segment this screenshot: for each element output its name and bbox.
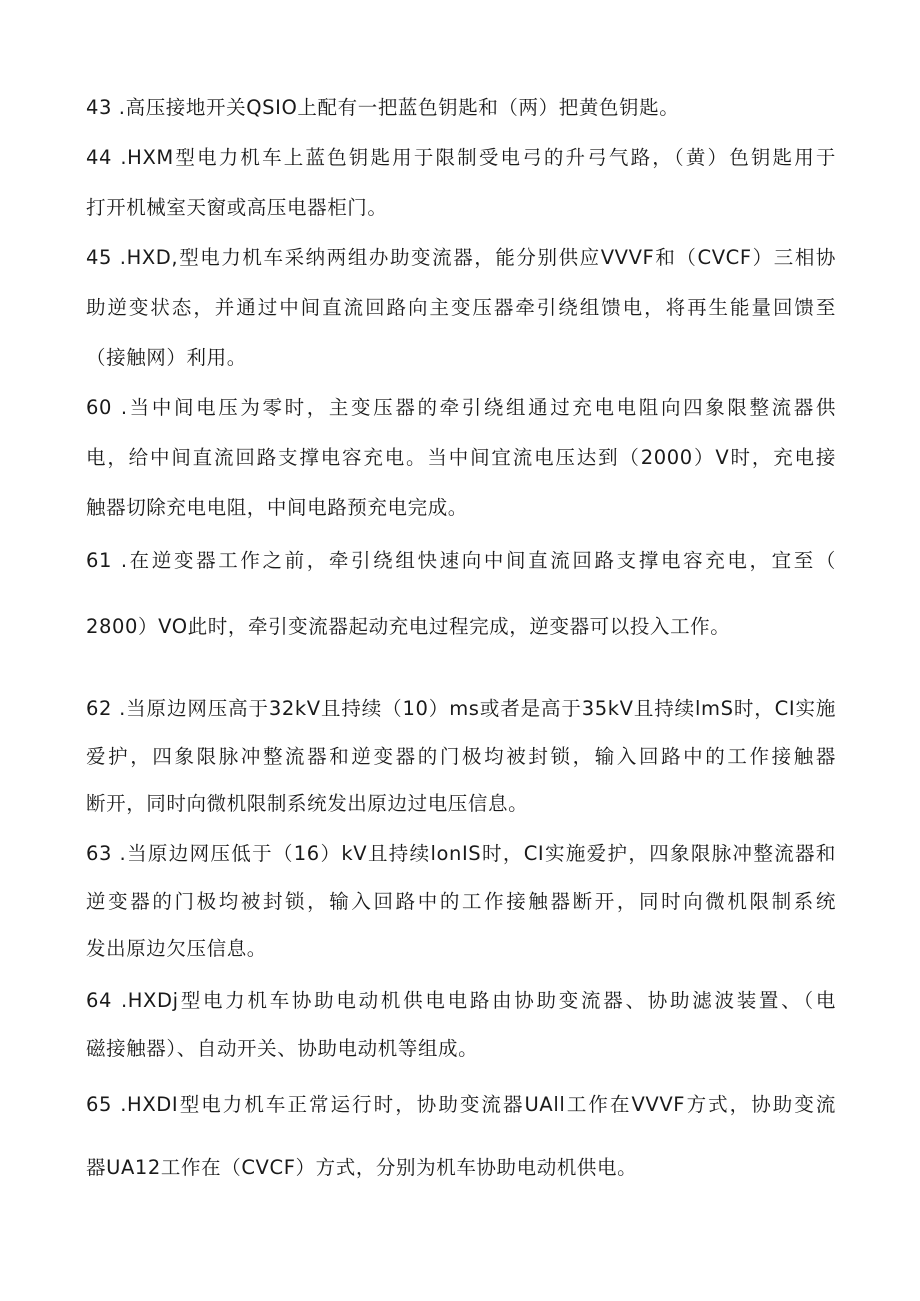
text-line-q60-a: 60 .当中间电压为零时，主变压器的牵引绕组通过充电电阻向四象限整流器供: [86, 396, 836, 419]
text-line-q61-b: 2800）VO此时，牵引变流器起动充电过程完成，逆变器可以投入工作。: [86, 615, 731, 638]
text-line-q63-c: 发出原边欠压信息。: [86, 937, 267, 960]
text-line-q65-b: 器UA12工作在（CVCF）方式，分别为机车协助电动机供电。: [86, 1156, 638, 1179]
text-line-q62-a: 62 .当原边网压高于32kV且持续（10）ms或者是高于35kV且持续lmS时，CI实施: [86, 697, 836, 720]
text-line-q64-b: 磁接触器）、自动开关、协助电动机等组成。: [86, 1037, 479, 1060]
text-line-q44-a: 44 .HXM型电力机车上蓝色钥匙用于限制受电弓的升弓气路，（黄）色钥匙用于: [86, 146, 836, 169]
text-line-q62-b: 爱护，四象限脉冲整流器和逆变器的门极均被封锁，输入回路中的工作接触器: [86, 745, 836, 768]
text-line-q62-c: 断开，同时向微机限制系统发出原边过电压信息。: [86, 792, 529, 815]
text-line-q45-b: 助逆变状态，并通过中间直流回路向主变压器牵引绕组馈电，将再生能量回馈至: [86, 296, 836, 319]
text-line-q43: 43 .高压接地开关QSIO上配有一把蓝色钥匙和（两）把黄色钥匙。: [86, 96, 680, 119]
text-line-q61-a: 61 .在逆变器工作之前，牵引绕组快速向中间直流回路支撑电容充电，宜至（: [86, 549, 836, 572]
text-line-q45-a: 45 .HXD,型电力机车采纳两组办助变流器，能分别供应VVVF和（CVCF）三相协: [86, 246, 836, 269]
text-line-q44-b: 打开机械室天窗或高压电器柜门。: [86, 196, 388, 219]
text-line-q65-a: 65 .HXDI型电力机车正常运行时，协助变流器UAll工作在VVVF方式，协助变流: [86, 1093, 836, 1116]
text-line-q64-a: 64 .HXDj型电力机车协助电动机供电电路由协助变流器、协助滤波装置、（电: [86, 989, 836, 1012]
text-line-q63-a: 63 .当原边网压低于（16）kV且持续lonIS时，CI实施爱护，四象限脉冲整流器和: [86, 842, 836, 865]
text-line-q45-c: （接触网）利用。: [86, 346, 247, 369]
text-line-q60-b: 电，给中间直流回路支撑电容充电。当中间宜流电压达到（2000）V时，充电接: [86, 446, 836, 469]
text-line-q63-b: 逆变器的门极均被封锁，输入回路中的工作接触器断开，同时向微机限制系统: [86, 890, 836, 913]
text-line-q60-c: 触器切除充电电阻，中间电路预充电完成。: [86, 496, 468, 519]
